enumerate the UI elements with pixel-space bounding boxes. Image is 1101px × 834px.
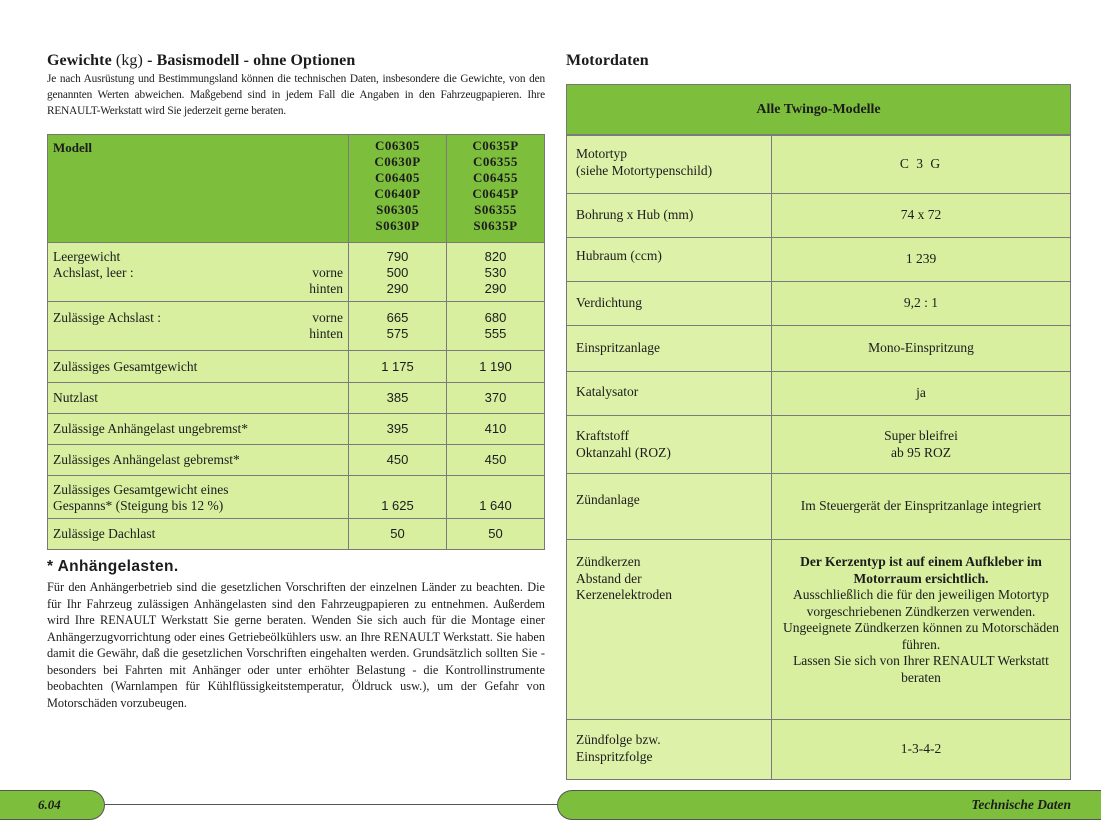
table-row: Zulässiges Gesamtgewicht 1 175 1 190 (48, 350, 544, 382)
weights-title: Gewichte (kg) - Basismodell - ohne Optionen (47, 52, 356, 69)
table-row: Kraftstoff Oktanzahl (ROZ) Super bleifrei ab 95 ROZ (567, 415, 1070, 473)
table-row: Zündfolge bzw. Einspritzfolge 1-3-4-2 (567, 719, 1070, 779)
model-codes-col1: C06305 C0630P C06405 C0640P S06305 S0630P (348, 135, 446, 242)
weights-table (47, 134, 545, 550)
table-row: Bohrung x Hub (mm) 74 x 72 (567, 193, 1070, 237)
footer-divider (105, 804, 557, 805)
table-row: Zulässige Achslast : vorne hinten 665 575 680 555 (48, 301, 544, 350)
table-row: Zulässiges Anhängelast gebremst* 450 450 (48, 444, 544, 475)
table-row: Zündanlage Im Steuergerät der Einspritzanlage integriert (567, 473, 1070, 539)
motor-table-header: Alle Twingo-Modelle (567, 85, 1070, 135)
table-row: Motortyp (siehe Motortypenschild) C 3 G (567, 135, 1070, 193)
table-row: Verdichtung 9,2 : 1 (567, 281, 1070, 325)
table-row: Einspritzanlage Mono-Einspritzung (567, 325, 1070, 371)
motor-section (566, 52, 1071, 780)
footnote-text: Für den Anhängerbetrieb sind die gesetzlichen Vorschriften der einzelnen Länder zu beachten. Die für Ihr Fahrzeug zulässigen Anhängelasten sind den Fahrzeugpapieren zu entnehmen. Außerdem wird Ihre RENAULT Werkstatt Sie gerne beraten. Wenden Sie sich auch für die Montage einer Anhängerzugvorrichtung oder eines Getriebeölkühlers usw. an Ihre RENAULT Werkstatt. Sie haben damit die Gewähr, daß die gesetzlichen Vorschriften eingehalten werden. Grundsätzlich sollten Sie - besonders bei Fahrten mit Anhänger oder unter erhöhter Belastung - die Kontrollinstrumente beobachten (Warnlampen für Kühlflüssigkeitstemperatur, Öldruck usw.), um der Gefahr von Motorschäden vorzubeugen. (47, 580, 545, 710)
section-title: Technische Daten (557, 790, 1101, 820)
table-row: Leergewicht Achslast, leer : vorne hinten 790 500 290 820 530 290 (48, 242, 544, 301)
motor-table (566, 84, 1071, 780)
model-codes-col2: C0635P C06355 C06455 C0645P S06355 S0635P (446, 135, 544, 242)
footnote-title: * Anhängelasten. (47, 558, 179, 575)
table-row: Zulässige Dachlast 50 50 (48, 518, 544, 549)
weights-table-header (48, 135, 544, 242)
page-footer (0, 790, 1101, 820)
weights-intro: Je nach Ausrüstung und Bestimmungsland können die technischen Daten, insbesondere die Gewichte, von den genannten Werten abweichen. Maßgebend sind in jedem Fall die Angaben in den Fahrzeugpapieren. Ihre RENAULT-Werkstatt wird Sie jederzeit gerne beraten. (47, 73, 545, 117)
table-row: Katalysator ja (567, 371, 1070, 415)
table-row: Zündkerzen Abstand der Kerzenelektroden Der Kerzentyp ist auf einem Aufkleber im Motorraum ersichtlich. Ausschließlich die für den jeweiligen Motortyp vorgeschriebenen Zündkerzen verwenden. Ungeeignete Zündkerzen können zu Motorschäden führen. Lassen Sie sich von Ihrer RENAULT Werkstatt beraten (567, 539, 1070, 719)
table-row: Zulässige Anhängelast ungebremst* 395 410 (48, 413, 544, 444)
model-label: Modell (53, 140, 92, 155)
table-row: Hubraum (ccm) 1 239 (567, 237, 1070, 281)
table-row: Zulässiges Gesamtgewicht eines Gespanns* (Steigung bis 12 %) 1 625 1 640 (48, 475, 544, 518)
weights-section (47, 52, 545, 711)
page-number: 6.04 (0, 790, 105, 820)
table-row: Nutzlast 385 370 (48, 382, 544, 413)
spark-plug-note: Ausschließlich die für den jeweiligen Motortyp vorgeschriebenen Zündkerzen verwenden. Ungeeignete Zündkerzen können zu Motorschäden führen. Lassen Sie sich von Ihrer RENAULT Werkstatt beraten (783, 587, 1059, 685)
motor-title: Motordaten (566, 52, 649, 69)
spark-plug-note-bold: Der Kerzentyp ist auf einem Aufkleber im Motorraum ersichtlich. (800, 554, 1042, 586)
